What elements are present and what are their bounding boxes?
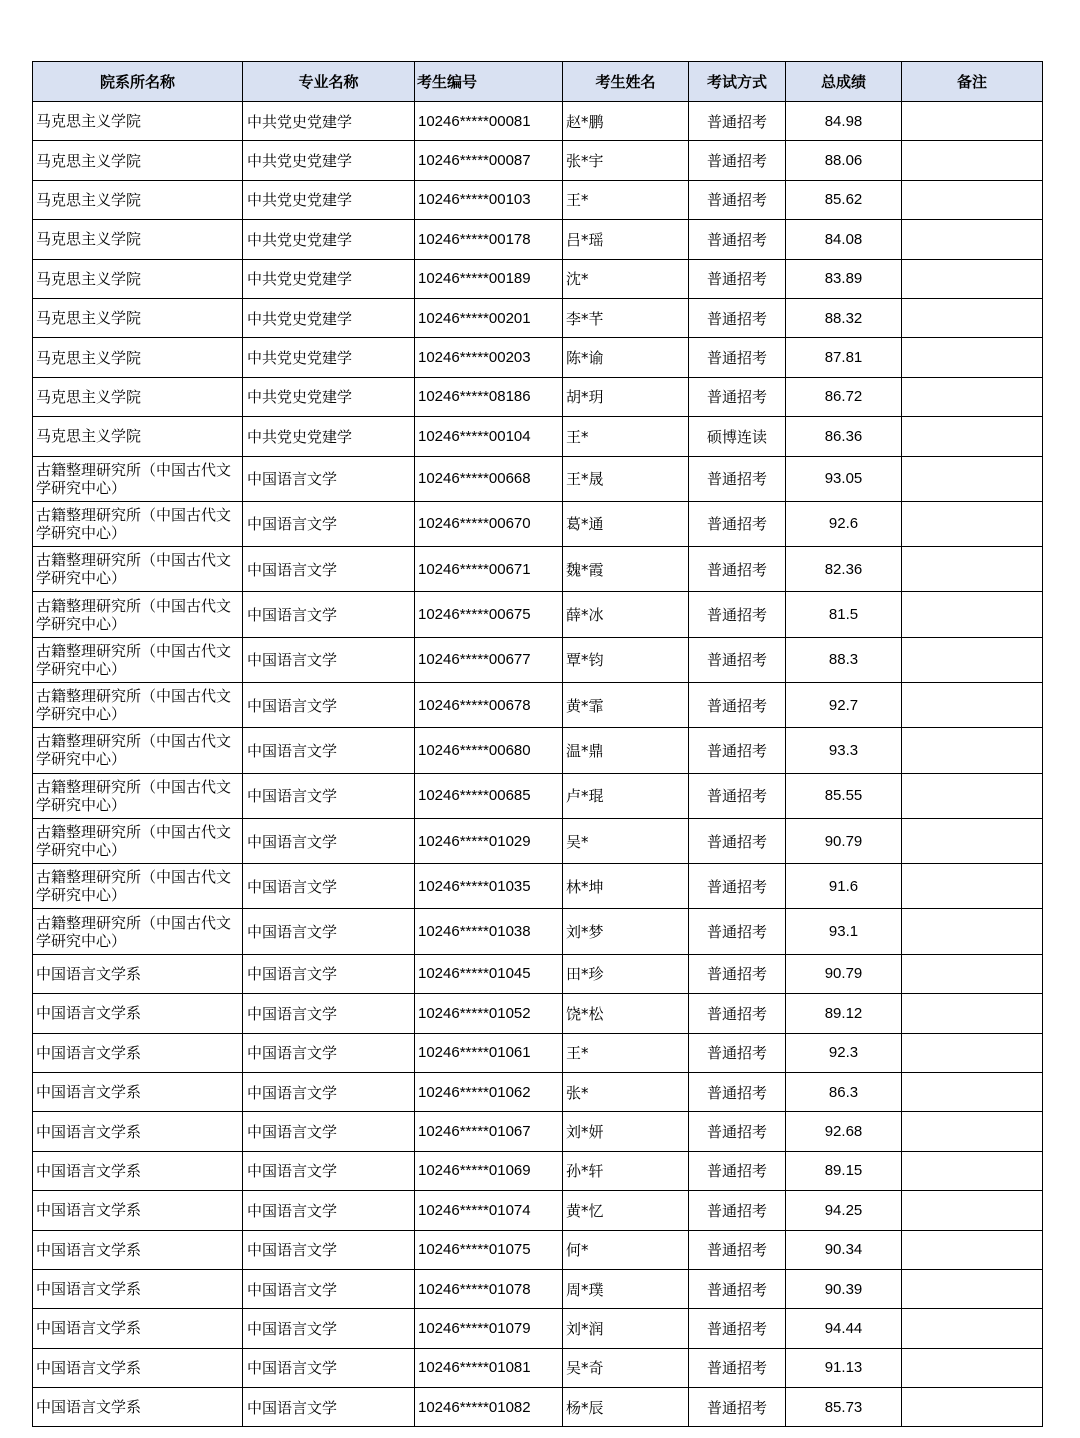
remarks-cell [902, 1112, 1043, 1151]
dept-cell: 中国语言文学系 [33, 1112, 243, 1151]
total-score-cell: 90.79 [786, 818, 902, 863]
total-score-cell: 93.3 [786, 728, 902, 773]
total-score-cell: 92.6 [786, 501, 902, 546]
total-score-cell: 82.36 [786, 547, 902, 592]
candidate-id-cell: 10246*****01069 [415, 1151, 563, 1190]
total-score-cell: 90.34 [786, 1230, 902, 1269]
exam-mode-cell: 普通招考 [689, 547, 786, 592]
candidate-id-cell: 10246*****00189 [415, 259, 563, 298]
candidate-id-cell: 10246*****00081 [415, 102, 563, 141]
major-cell: 中共党史党建学 [243, 141, 415, 180]
dept-cell: 古籍整理研究所（中国古代文学研究中心） [33, 683, 243, 728]
header-total-score: 总成绩 [786, 62, 902, 102]
candidate-id-cell: 10246*****01075 [415, 1230, 563, 1269]
remarks-cell [902, 220, 1043, 259]
candidate-name-cell: 吴* [563, 818, 689, 863]
table-row [33, 1388, 1043, 1427]
major-cell: 中共党史党建学 [243, 220, 415, 259]
table-row [33, 1269, 1043, 1308]
dept-cell: 马克思主义学院 [33, 102, 243, 141]
major-cell: 中国语言文学 [243, 909, 415, 954]
table-row [33, 909, 1043, 954]
major-cell: 中国语言文学 [243, 501, 415, 546]
remarks-cell [902, 864, 1043, 909]
table-row [33, 220, 1043, 259]
candidate-name-cell: 刘*润 [563, 1309, 689, 1348]
candidate-name-cell: 薛*冰 [563, 592, 689, 637]
table-row [33, 592, 1043, 637]
candidate-name-cell: 刘*妍 [563, 1112, 689, 1151]
major-cell: 中国语言文学 [243, 456, 415, 501]
exam-mode-cell: 普通招考 [689, 954, 786, 993]
table-header-row [33, 62, 1043, 102]
exam-mode-cell: 普通招考 [689, 501, 786, 546]
candidate-name-cell: 陈*谕 [563, 338, 689, 377]
table-row [33, 1191, 1043, 1230]
major-cell: 中国语言文学 [243, 1230, 415, 1269]
exam-mode-cell: 硕博连读 [689, 417, 786, 456]
remarks-cell [902, 417, 1043, 456]
candidate-name-cell: 周*璞 [563, 1269, 689, 1308]
remarks-cell [902, 994, 1043, 1033]
dept-cell: 马克思主义学院 [33, 259, 243, 298]
table-row [33, 773, 1043, 818]
table-row [33, 994, 1043, 1033]
exam-mode-cell: 普通招考 [689, 456, 786, 501]
table-row [33, 954, 1043, 993]
dept-cell: 中国语言文学系 [33, 1033, 243, 1072]
dept-cell: 古籍整理研究所（中国古代文学研究中心） [33, 592, 243, 637]
remarks-cell [902, 141, 1043, 180]
table-row [33, 377, 1043, 416]
candidate-id-cell: 10246*****00675 [415, 592, 563, 637]
header-remarks: 备注 [902, 62, 1043, 102]
candidate-name-cell: 刘*梦 [563, 909, 689, 954]
major-cell: 中国语言文学 [243, 773, 415, 818]
major-cell: 中共党史党建学 [243, 338, 415, 377]
candidate-name-cell: 孙*轩 [563, 1151, 689, 1190]
candidate-id-cell: 10246*****01082 [415, 1388, 563, 1427]
exam-mode-cell: 普通招考 [689, 141, 786, 180]
total-score-cell: 92.7 [786, 683, 902, 728]
candidate-id-cell: 10246*****00671 [415, 547, 563, 592]
total-score-cell: 91.13 [786, 1348, 902, 1387]
exam-mode-cell: 普通招考 [689, 180, 786, 219]
remarks-cell [902, 547, 1043, 592]
candidate-id-cell: 10246*****00203 [415, 338, 563, 377]
candidate-name-cell: 李*芊 [563, 298, 689, 337]
table-row [33, 1112, 1043, 1151]
dept-cell: 中国语言文学系 [33, 1230, 243, 1269]
table-row [33, 683, 1043, 728]
exam-mode-cell: 普通招考 [689, 1388, 786, 1427]
dept-cell: 中国语言文学系 [33, 1269, 243, 1308]
remarks-cell [902, 1309, 1043, 1348]
candidate-id-cell: 10246*****00104 [415, 417, 563, 456]
major-cell: 中国语言文学 [243, 1191, 415, 1230]
total-score-cell: 85.73 [786, 1388, 902, 1427]
remarks-cell [902, 1348, 1043, 1387]
table-row [33, 1072, 1043, 1111]
exam-mode-cell: 普通招考 [689, 1348, 786, 1387]
exam-mode-cell: 普通招考 [689, 377, 786, 416]
dept-cell: 马克思主义学院 [33, 338, 243, 377]
table-row [33, 456, 1043, 501]
exam-mode-cell: 普通招考 [689, 637, 786, 682]
candidate-name-cell: 王*晟 [563, 456, 689, 501]
table-row [33, 864, 1043, 909]
dept-cell: 中国语言文学系 [33, 954, 243, 993]
major-cell: 中共党史党建学 [243, 259, 415, 298]
exam-mode-cell: 普通招考 [689, 994, 786, 1033]
dept-cell: 马克思主义学院 [33, 180, 243, 219]
dept-cell: 中国语言文学系 [33, 1151, 243, 1190]
candidate-name-cell: 王* [563, 417, 689, 456]
remarks-cell [902, 1033, 1043, 1072]
exam-mode-cell: 普通招考 [689, 1191, 786, 1230]
dept-cell: 马克思主义学院 [33, 377, 243, 416]
dept-cell: 马克思主义学院 [33, 417, 243, 456]
major-cell: 中国语言文学 [243, 1072, 415, 1111]
table-row [33, 1151, 1043, 1190]
candidate-id-cell: 10246*****01074 [415, 1191, 563, 1230]
remarks-cell [902, 501, 1043, 546]
candidate-name-cell: 吴*奇 [563, 1348, 689, 1387]
exam-mode-cell: 普通招考 [689, 1072, 786, 1111]
dept-cell: 古籍整理研究所（中国古代文学研究中心） [33, 547, 243, 592]
table-row [33, 1230, 1043, 1269]
header-candidate-id: 考生编号 [415, 62, 563, 102]
major-cell: 中国语言文学 [243, 547, 415, 592]
candidate-name-cell: 黄*霏 [563, 683, 689, 728]
remarks-cell [902, 1191, 1043, 1230]
exam-mode-cell: 普通招考 [689, 1151, 786, 1190]
total-score-cell: 88.3 [786, 637, 902, 682]
dept-cell: 古籍整理研究所（中国古代文学研究中心） [33, 864, 243, 909]
table-row [33, 637, 1043, 682]
table-row [33, 298, 1043, 337]
major-cell: 中国语言文学 [243, 1388, 415, 1427]
remarks-cell [902, 818, 1043, 863]
remarks-cell [902, 1388, 1043, 1427]
dept-cell: 古籍整理研究所（中国古代文学研究中心） [33, 637, 243, 682]
candidate-name-cell: 赵*鹏 [563, 102, 689, 141]
major-cell: 中共党史党建学 [243, 298, 415, 337]
exam-mode-cell: 普通招考 [689, 683, 786, 728]
candidate-name-cell: 温*鼎 [563, 728, 689, 773]
total-score-cell: 92.68 [786, 1112, 902, 1151]
candidate-id-cell: 10246*****00087 [415, 141, 563, 180]
candidate-id-cell: 10246*****01052 [415, 994, 563, 1033]
dept-cell: 马克思主义学院 [33, 298, 243, 337]
candidate-name-cell: 饶*松 [563, 994, 689, 1033]
dept-cell: 中国语言文学系 [33, 1348, 243, 1387]
major-cell: 中国语言文学 [243, 1151, 415, 1190]
exam-mode-cell: 普通招考 [689, 338, 786, 377]
table-row [33, 338, 1043, 377]
candidate-name-cell: 田*珍 [563, 954, 689, 993]
dept-cell: 中国语言文学系 [33, 1191, 243, 1230]
major-cell: 中国语言文学 [243, 994, 415, 1033]
candidate-id-cell: 10246*****01061 [415, 1033, 563, 1072]
table-row [33, 1309, 1043, 1348]
dept-cell: 马克思主义学院 [33, 141, 243, 180]
major-cell: 中国语言文学 [243, 954, 415, 993]
remarks-cell [902, 728, 1043, 773]
dept-cell: 古籍整理研究所（中国古代文学研究中心） [33, 456, 243, 501]
table-row [33, 180, 1043, 219]
table-row [33, 1033, 1043, 1072]
dept-cell: 古籍整理研究所（中国古代文学研究中心） [33, 909, 243, 954]
dept-cell: 中国语言文学系 [33, 1072, 243, 1111]
candidate-id-cell: 10246*****01045 [415, 954, 563, 993]
header-major: 专业名称 [243, 62, 415, 102]
candidate-name-cell: 王* [563, 1033, 689, 1072]
header-exam-mode: 考试方式 [689, 62, 786, 102]
exam-mode-cell: 普通招考 [689, 1112, 786, 1151]
total-score-cell: 88.32 [786, 298, 902, 337]
total-score-cell: 91.6 [786, 864, 902, 909]
exam-mode-cell: 普通招考 [689, 1309, 786, 1348]
total-score-cell: 93.1 [786, 909, 902, 954]
table-row [33, 728, 1043, 773]
exam-mode-cell: 普通招考 [689, 728, 786, 773]
dept-cell: 古籍整理研究所（中国古代文学研究中心） [33, 818, 243, 863]
admission-results-table [32, 61, 1043, 1427]
exam-mode-cell: 普通招考 [689, 220, 786, 259]
exam-mode-cell: 普通招考 [689, 298, 786, 337]
exam-mode-cell: 普通招考 [689, 1230, 786, 1269]
candidate-id-cell: 10246*****00670 [415, 501, 563, 546]
dept-cell: 中国语言文学系 [33, 994, 243, 1033]
candidate-id-cell: 10246*****01029 [415, 818, 563, 863]
candidate-id-cell: 10246*****01079 [415, 1309, 563, 1348]
header-dept: 院系所名称 [33, 62, 243, 102]
total-score-cell: 85.55 [786, 773, 902, 818]
candidate-name-cell: 林*坤 [563, 864, 689, 909]
major-cell: 中国语言文学 [243, 592, 415, 637]
total-score-cell: 88.06 [786, 141, 902, 180]
total-score-cell: 90.79 [786, 954, 902, 993]
major-cell: 中国语言文学 [243, 1269, 415, 1308]
total-score-cell: 87.81 [786, 338, 902, 377]
candidate-id-cell: 10246*****01035 [415, 864, 563, 909]
total-score-cell: 83.89 [786, 259, 902, 298]
dept-cell: 中国语言文学系 [33, 1309, 243, 1348]
dept-cell: 古籍整理研究所（中国古代文学研究中心） [33, 728, 243, 773]
candidate-name-cell: 胡*玥 [563, 377, 689, 416]
total-score-cell: 90.39 [786, 1269, 902, 1308]
candidate-name-cell: 黄*忆 [563, 1191, 689, 1230]
candidate-name-cell: 张*宇 [563, 141, 689, 180]
candidate-id-cell: 10246*****00680 [415, 728, 563, 773]
candidate-name-cell: 覃*钧 [563, 637, 689, 682]
candidate-id-cell: 10246*****00178 [415, 220, 563, 259]
major-cell: 中国语言文学 [243, 637, 415, 682]
major-cell: 中共党史党建学 [243, 417, 415, 456]
remarks-cell [902, 377, 1043, 416]
candidate-id-cell: 10246*****00677 [415, 637, 563, 682]
dept-cell: 马克思主义学院 [33, 220, 243, 259]
major-cell: 中国语言文学 [243, 1309, 415, 1348]
remarks-cell [902, 909, 1043, 954]
candidate-name-cell: 葛*通 [563, 501, 689, 546]
major-cell: 中国语言文学 [243, 683, 415, 728]
candidate-id-cell: 10246*****01067 [415, 1112, 563, 1151]
remarks-cell [902, 338, 1043, 377]
remarks-cell [902, 683, 1043, 728]
remarks-cell [902, 1230, 1043, 1269]
candidate-id-cell: 10246*****01078 [415, 1269, 563, 1308]
candidate-id-cell: 10246*****00201 [415, 298, 563, 337]
total-score-cell: 89.12 [786, 994, 902, 1033]
remarks-cell [902, 102, 1043, 141]
major-cell: 中共党史党建学 [243, 377, 415, 416]
exam-mode-cell: 普通招考 [689, 259, 786, 298]
remarks-cell [902, 1072, 1043, 1111]
exam-mode-cell: 普通招考 [689, 1269, 786, 1308]
candidate-name-cell: 魏*霞 [563, 547, 689, 592]
table-row [33, 141, 1043, 180]
remarks-cell [902, 1269, 1043, 1308]
total-score-cell: 92.3 [786, 1033, 902, 1072]
total-score-cell: 81.5 [786, 592, 902, 637]
remarks-cell [902, 954, 1043, 993]
remarks-cell [902, 592, 1043, 637]
table-row [33, 259, 1043, 298]
candidate-id-cell: 10246*****00678 [415, 683, 563, 728]
major-cell: 中国语言文学 [243, 1033, 415, 1072]
dept-cell: 中国语言文学系 [33, 1388, 243, 1427]
exam-mode-cell: 普通招考 [689, 1033, 786, 1072]
candidate-id-cell: 10246*****08186 [415, 377, 563, 416]
candidate-id-cell: 10246*****00685 [415, 773, 563, 818]
total-score-cell: 84.08 [786, 220, 902, 259]
remarks-cell [902, 773, 1043, 818]
total-score-cell: 86.3 [786, 1072, 902, 1111]
remarks-cell [902, 259, 1043, 298]
exam-mode-cell: 普通招考 [689, 102, 786, 141]
remarks-cell [902, 637, 1043, 682]
total-score-cell: 84.98 [786, 102, 902, 141]
candidate-name-cell: 王* [563, 180, 689, 219]
remarks-cell [902, 456, 1043, 501]
table-row [33, 501, 1043, 546]
table-row [33, 818, 1043, 863]
total-score-cell: 94.44 [786, 1309, 902, 1348]
dept-cell: 古籍整理研究所（中国古代文学研究中心） [33, 773, 243, 818]
exam-mode-cell: 普通招考 [689, 864, 786, 909]
major-cell: 中共党史党建学 [243, 180, 415, 219]
candidate-id-cell: 10246*****00103 [415, 180, 563, 219]
table-row [33, 102, 1043, 141]
total-score-cell: 85.62 [786, 180, 902, 219]
table-row [33, 417, 1043, 456]
major-cell: 中共党史党建学 [243, 102, 415, 141]
candidate-id-cell: 10246*****01081 [415, 1348, 563, 1387]
candidate-name-cell: 卢*琨 [563, 773, 689, 818]
remarks-cell [902, 180, 1043, 219]
candidate-id-cell: 10246*****00668 [415, 456, 563, 501]
table-row [33, 1348, 1043, 1387]
exam-mode-cell: 普通招考 [689, 818, 786, 863]
major-cell: 中国语言文学 [243, 728, 415, 773]
major-cell: 中国语言文学 [243, 1112, 415, 1151]
candidate-name-cell: 吕*瑶 [563, 220, 689, 259]
major-cell: 中国语言文学 [243, 818, 415, 863]
total-score-cell: 89.15 [786, 1151, 902, 1190]
total-score-cell: 93.05 [786, 456, 902, 501]
candidate-name-cell: 杨*辰 [563, 1388, 689, 1427]
exam-mode-cell: 普通招考 [689, 592, 786, 637]
major-cell: 中国语言文学 [243, 864, 415, 909]
total-score-cell: 86.72 [786, 377, 902, 416]
total-score-cell: 86.36 [786, 417, 902, 456]
candidate-name-cell: 何* [563, 1230, 689, 1269]
candidate-id-cell: 10246*****01062 [415, 1072, 563, 1111]
candidate-name-cell: 沈* [563, 259, 689, 298]
candidate-name-cell: 张* [563, 1072, 689, 1111]
dept-cell: 古籍整理研究所（中国古代文学研究中心） [33, 501, 243, 546]
exam-mode-cell: 普通招考 [689, 773, 786, 818]
total-score-cell: 94.25 [786, 1191, 902, 1230]
candidate-id-cell: 10246*****01038 [415, 909, 563, 954]
exam-mode-cell: 普通招考 [689, 909, 786, 954]
remarks-cell [902, 1151, 1043, 1190]
table-row [33, 547, 1043, 592]
header-candidate-name: 考生姓名 [563, 62, 689, 102]
major-cell: 中国语言文学 [243, 1348, 415, 1387]
remarks-cell [902, 298, 1043, 337]
